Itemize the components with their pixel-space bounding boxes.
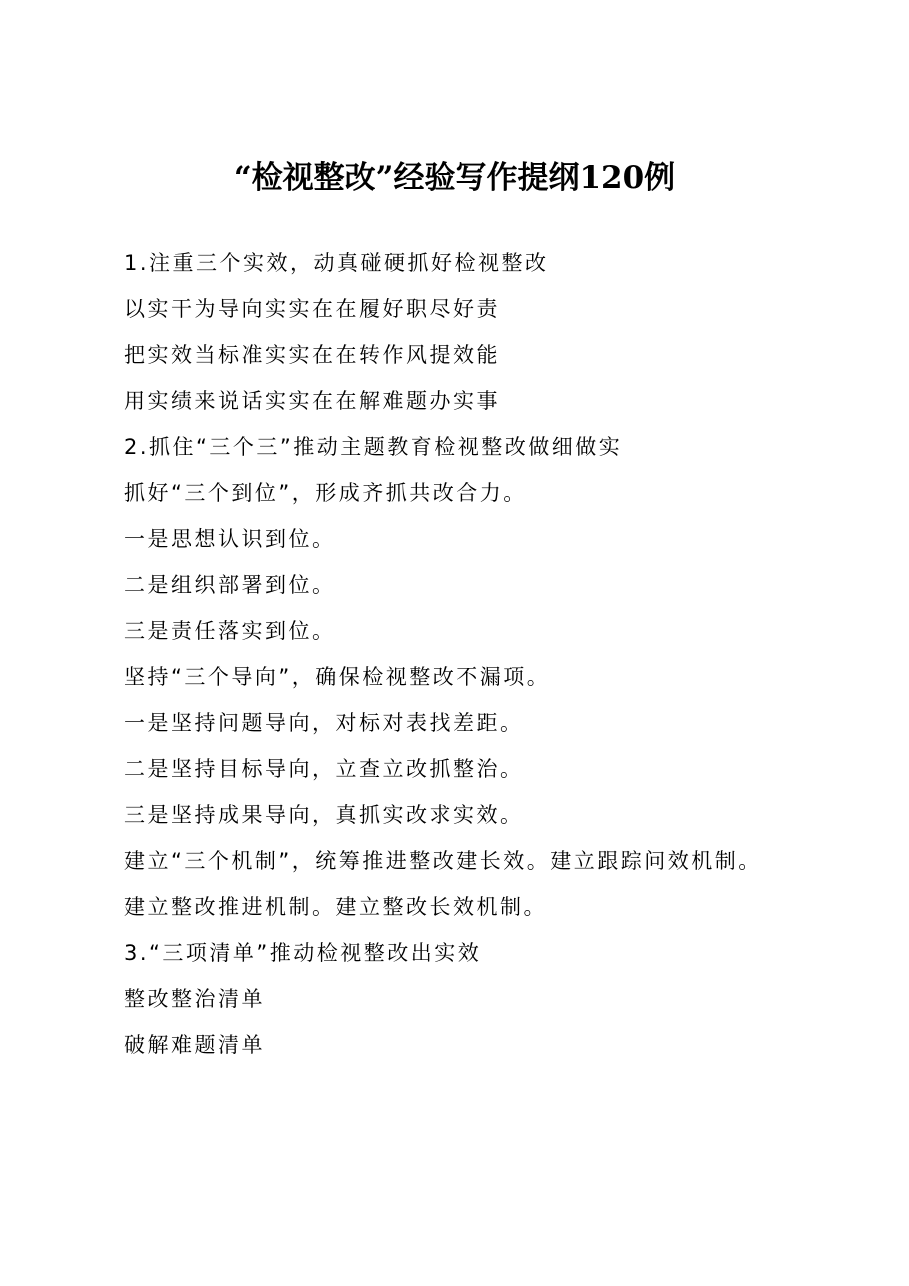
text-line: 把实效当标准实实在在转作风提效能 (124, 343, 500, 367)
text-line: 二是坚持目标导向，立查立改抓整治。 (124, 757, 524, 781)
text-line: 抓好“三个到位”，形成齐抓共改合力。 (124, 481, 527, 505)
text-line: 建立整改推进机制。建立整改长效机制。 (124, 895, 547, 919)
text-line: 二是组织部署到位。 (124, 573, 336, 597)
text-line: 一是思想认识到位。 (124, 527, 336, 551)
heading-1: 1.注重三个实效，动真碰硬抓好检视整改 (124, 251, 549, 275)
text-line: 一是坚持问题导向，对标对表找差距。 (124, 711, 524, 735)
heading-3: 3.“三项清单”推动检视整改出实效 (124, 941, 482, 965)
heading-2: 2.抓住“三个三”推动主题教育检视整改做细做实 (124, 435, 623, 459)
document-title: “检视整改”经验写作提纲120例 (233, 160, 676, 196)
text-line: 三是坚持成果导向，真抓实改求实效。 (124, 803, 524, 827)
text-line: 以实干为导向实实在在履好职尽好责 (124, 297, 500, 321)
text-line: 整改整治清单 (124, 987, 265, 1011)
text-line: 三是责任落实到位。 (124, 619, 336, 643)
text-line: 用实绩来说话实实在在解难题办实事 (124, 389, 500, 413)
text-line: 破解难题清单 (124, 1033, 265, 1057)
document-body (124, 240, 864, 1068)
text-line: 建立“三个机制”，统筹推进整改建长效。建立跟踪问效机制。 (124, 849, 762, 873)
text-line: 坚持“三个导向”，确保检视整改不漏项。 (124, 665, 551, 689)
